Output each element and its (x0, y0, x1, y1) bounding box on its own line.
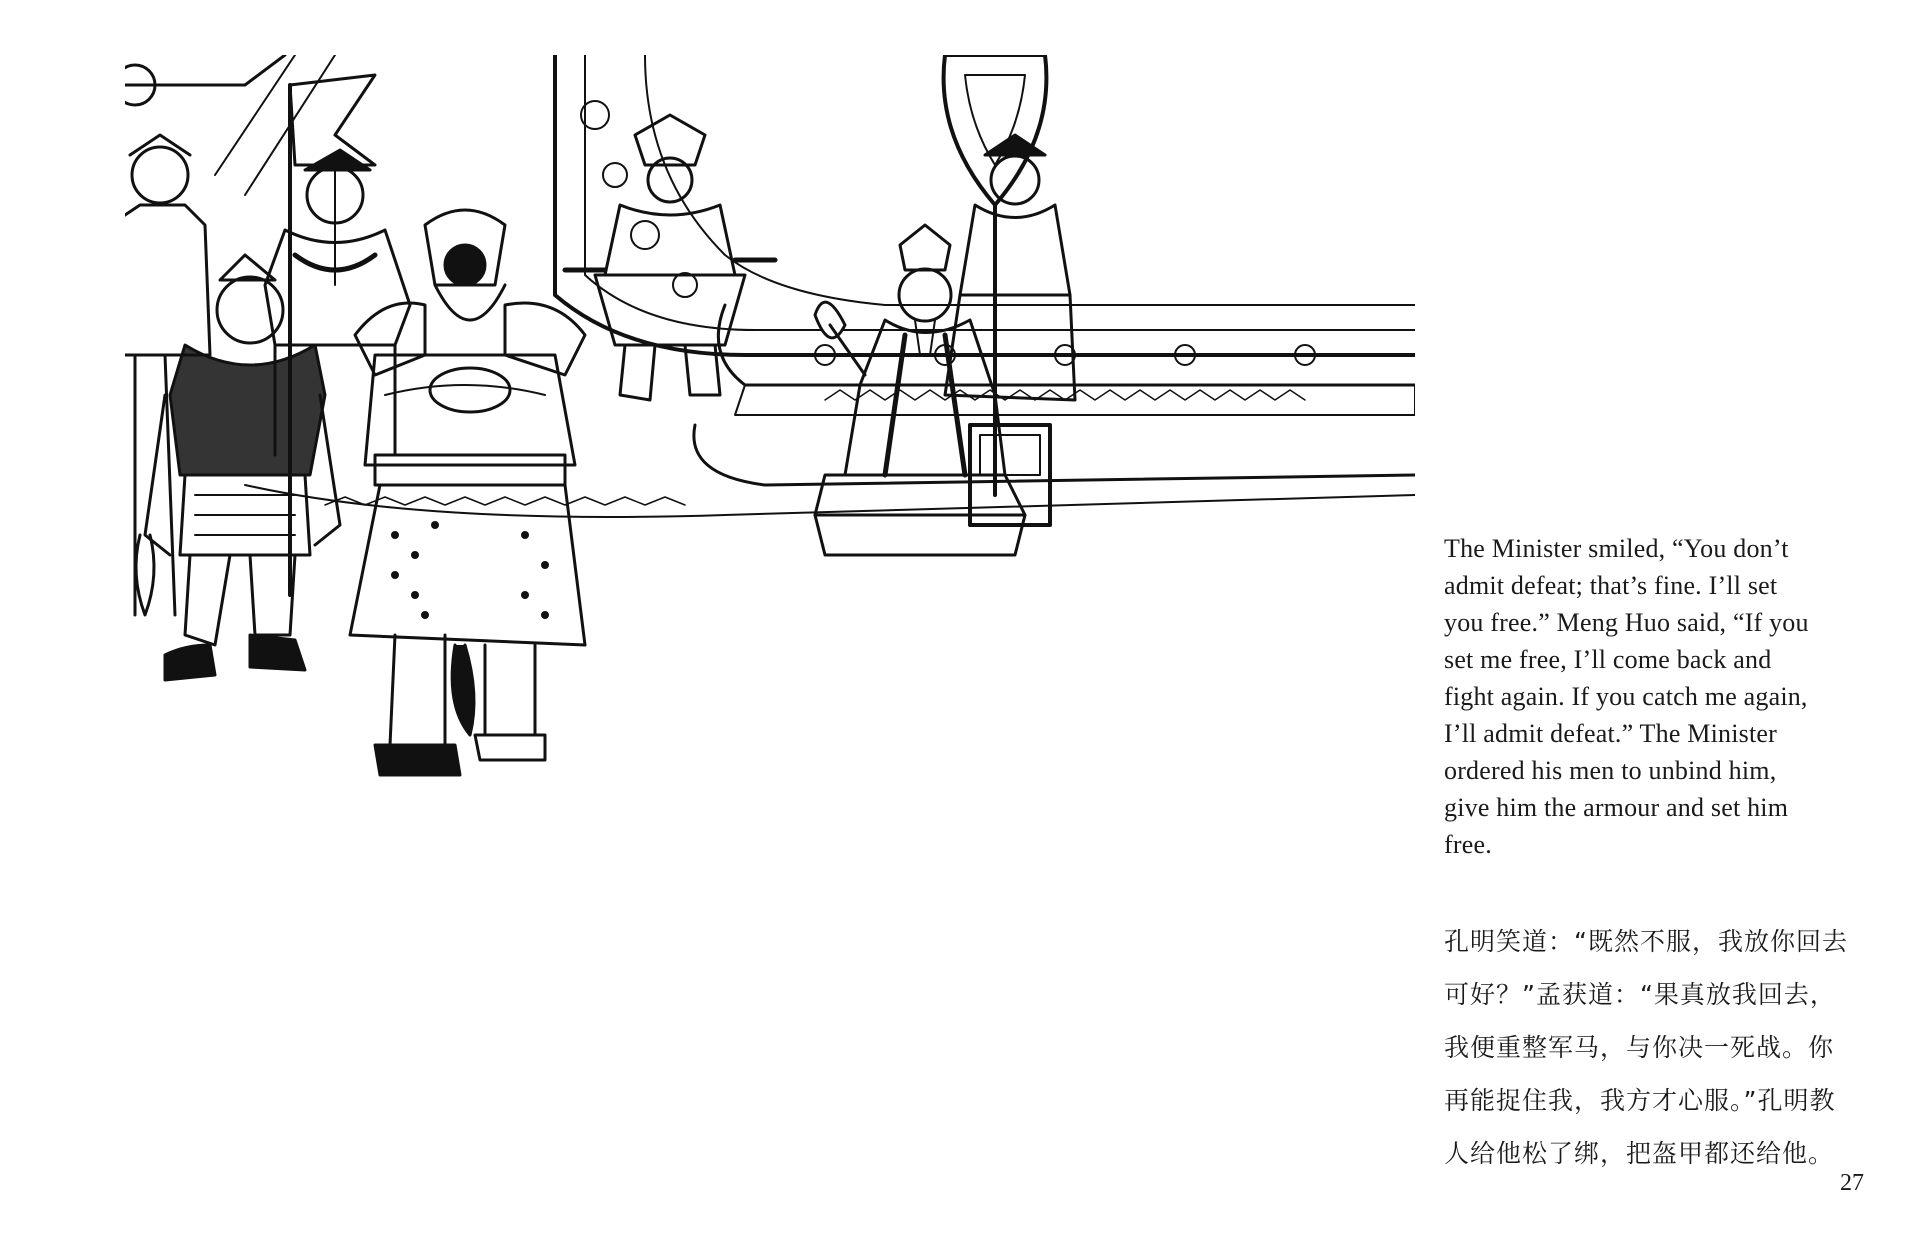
english-line: set me free, I’ll come back and (1444, 645, 1772, 674)
chinese-line: 孔明笑道：“既然不服，我放你回去 (1444, 927, 1848, 956)
chinese-line: 再能捉住我，我方才心服。”孔明教 (1444, 1086, 1836, 1115)
english-line: fight again. If you catch me again, (1444, 682, 1808, 711)
english-line: free. (1444, 830, 1492, 859)
chinese-caption (1444, 915, 1870, 1180)
meng-huo-figure-icon (350, 210, 585, 775)
english-line: admit defeat; that’s fine. I’ll set (1444, 571, 1778, 600)
chinese-line: 人给他松了绑，把盔甲都还给他。 (1444, 1139, 1835, 1168)
guard-figure-icon (136, 255, 340, 680)
seated-minister-icon (815, 225, 1050, 555)
english-line: you free.” Meng Huo said, “If you (1444, 608, 1809, 637)
english-line: The Minister smiled, “You don’t (1444, 534, 1789, 563)
english-line: I’ll admit defeat.” The Minister (1444, 719, 1777, 748)
chinese-line: 可好？”孟获道：“果真放我回去， (1444, 980, 1836, 1009)
chinese-line: 我便重整军马，与你决一死战。你 (1444, 1033, 1835, 1062)
page-number: 27 (1840, 1170, 1864, 1196)
english-caption (1444, 530, 1870, 863)
english-line: give him the armour and set him (1444, 793, 1789, 822)
ink-illustration (125, 55, 1415, 955)
caption-column (1444, 530, 1870, 1180)
armored-general-icon (565, 115, 775, 400)
english-line: ordered his men to unbind him, (1444, 756, 1777, 785)
hall-backdrop-icon (125, 55, 1415, 517)
